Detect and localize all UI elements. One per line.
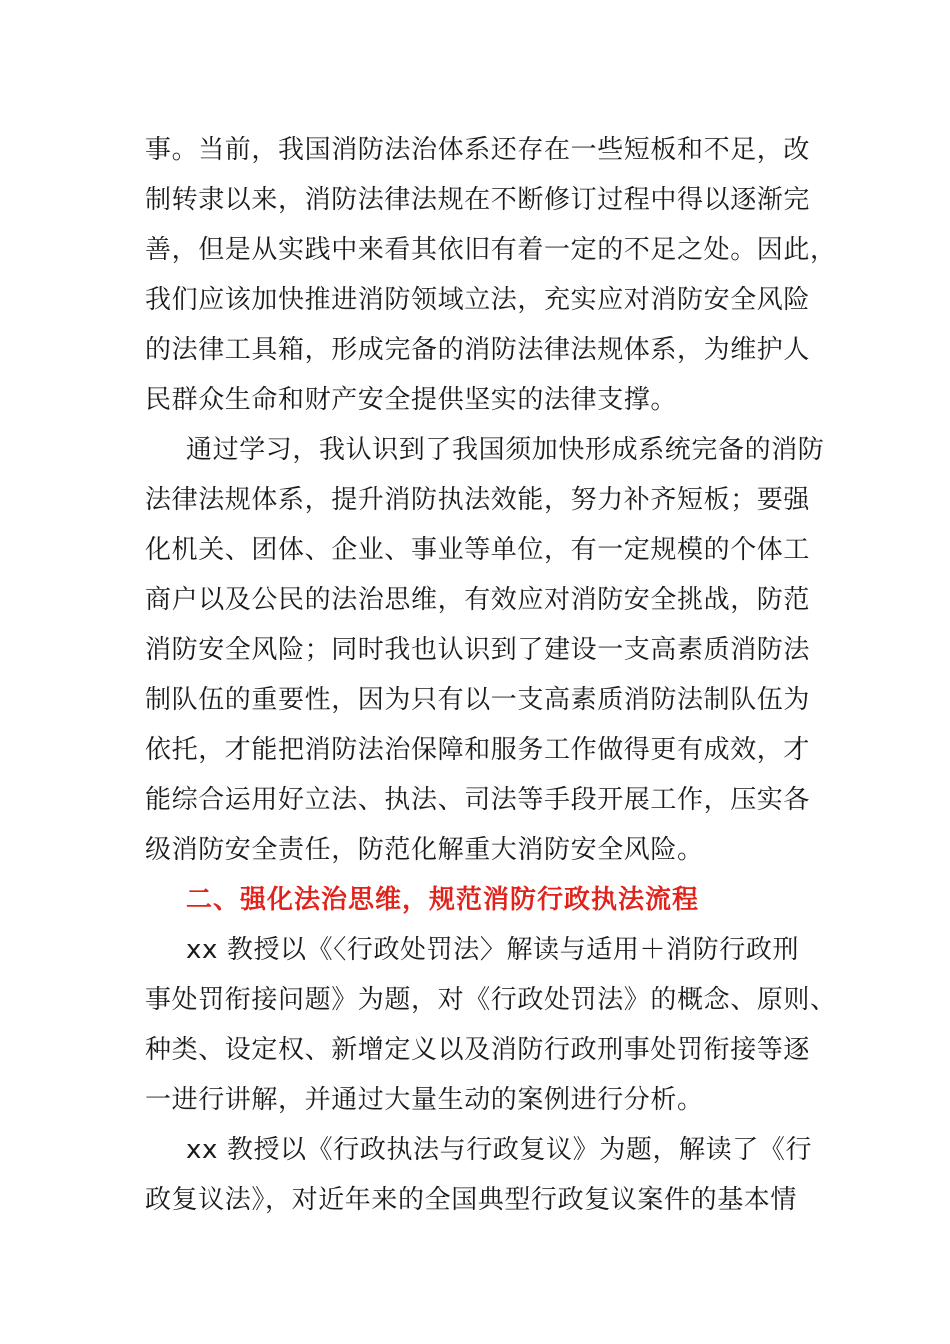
paragraph-2-line-3: 化机关、团体、企业、事业等单位，有一定规模的个体工	[145, 535, 811, 565]
paragraph-2-line-2: 法律法规体系，提升消防执法效能，努力补齐短板；要强	[145, 485, 811, 515]
section-heading: 二、强化法治思维，规范消防行政执法流程	[186, 885, 700, 915]
paragraph-1-line-2: 制转隶以来，消防法律法规在不断修订过程中得以逐渐完	[145, 185, 811, 215]
paragraph-2-line-7: 依托，才能把消防法治保障和服务工作做得更有成效，才	[145, 735, 811, 765]
paragraph-2-line-9: 级消防安全责任，防范化解重大消防安全风险。	[145, 835, 704, 865]
paragraph-2-line-6: 制队伍的重要性，因为只有以一支高素质消防法制队伍为	[145, 685, 811, 715]
paragraph-3-line-4: 一进行讲解，并通过大量生动的案例进行分析。	[145, 1085, 704, 1115]
paragraph-2-line-8: 能综合运用好立法、执法、司法等手段开展工作，压实各	[145, 785, 811, 815]
paragraph-1-line-4: 我们应该加快推进消防领域立法，充实应对消防安全风险	[145, 285, 811, 315]
paragraph-4-line-2: 政复议法》，对近年来的全国典型行政复议案件的基本情	[145, 1185, 798, 1215]
paragraph-1-line-5: 的法律工具箱，形成完备的消防法律法规体系，为维护人	[145, 335, 811, 365]
paragraph-2-line-4: 商户以及公民的法治思维，有效应对消防安全挑战，防范	[145, 585, 811, 615]
paragraph-1-line-3: 善，但是从实践中来看其依旧有着一定的不足之处。因此，	[145, 235, 837, 265]
paragraph-3-line-3: 种类、设定权、新增定义以及消防行政刑事处罚衔接等逐	[145, 1035, 811, 1065]
paragraph-4-line-1: xx 教授以《行政执法与行政复议》为题，解读了《行	[186, 1135, 813, 1165]
paragraph-2-line-5: 消防安全风险；同时我也认识到了建设一支高素质消防法	[145, 635, 811, 665]
paragraph-2-line-1: 通过学习，我认识到了我国须加快形成系统完备的消防	[186, 435, 825, 465]
paragraph-3-line-1: xx 教授以《〈行政处罚法〉解读与适用＋消防行政刑	[186, 935, 800, 965]
paragraph-1-line-1: 事。当前，我国消防法治体系还存在一些短板和不足，改	[145, 135, 811, 165]
paragraph-1-line-6: 民群众生命和财产安全提供坚实的法律支撑。	[145, 385, 678, 415]
paragraph-3-line-2: 事处罚衔接问题》为题，对《行政处罚法》的概念、原则、	[145, 985, 837, 1015]
